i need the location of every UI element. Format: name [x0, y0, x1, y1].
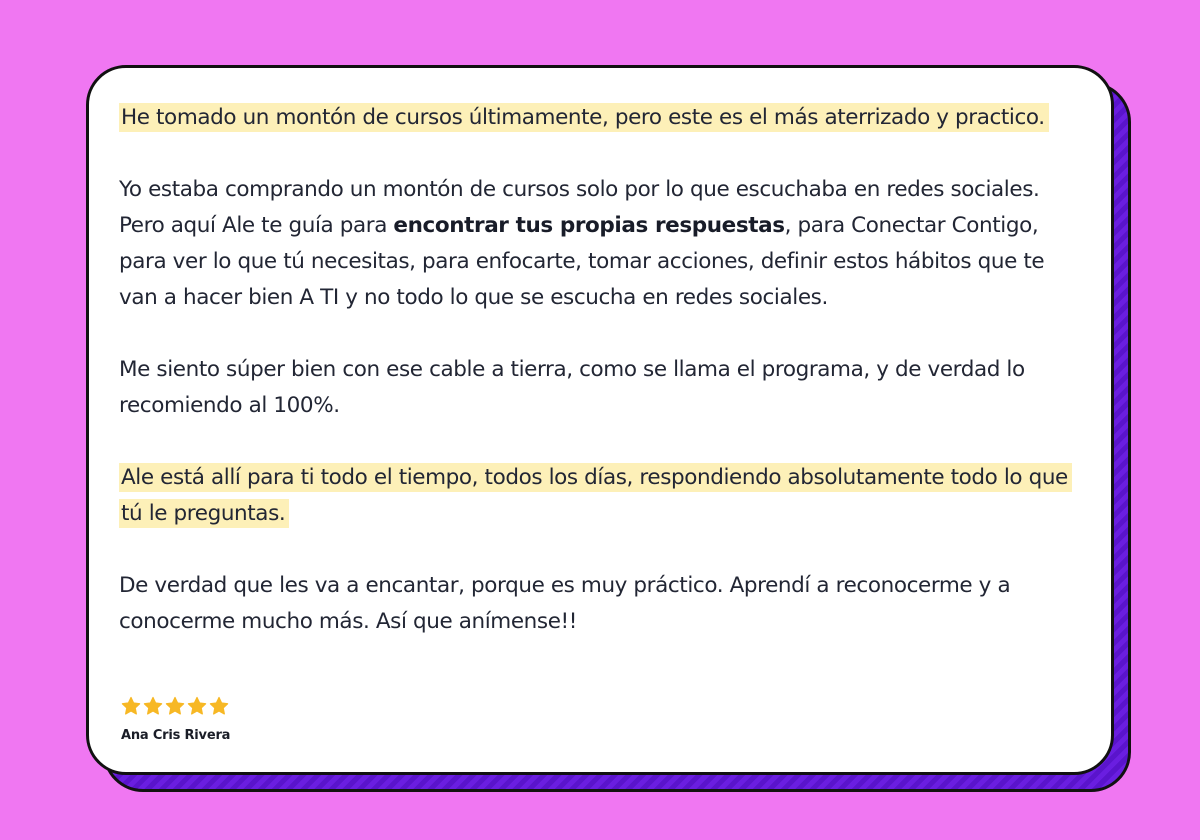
star-icon: [121, 696, 141, 716]
star-rating: [121, 696, 229, 716]
bold-text: encontrar tus propias respuestas: [393, 213, 785, 238]
star-icon: [187, 696, 207, 716]
testimonial-paragraph-3: Me siento súper bien con ese cable a tierra, como se llama el programa, y de verdad lo recomiendo al 100%.: [119, 357, 1025, 418]
highlighted-text: Ale está allí para ti todo el tiempo, todos los días, respondiendo absolutamente todo lo que tú le preguntas.: [119, 463, 1072, 528]
testimonial-paragraph-1: [119, 100, 1079, 136]
testimonial-card: [86, 65, 1114, 775]
author-name: Ana Cris Rivera: [121, 728, 231, 743]
testimonial-text: [119, 100, 1079, 676]
paragraph-text: , para Conectar Contigo, para ver lo que tú necesitas, para enfocarte, tomar acciones, definir estos hábitos que te van a hacer bien A TI y no todo lo que se escucha en redes sociales.: [119, 213, 1045, 310]
testimonial-paragraph-4: [119, 460, 1079, 532]
star-icon: [165, 696, 185, 716]
star-icon: [143, 696, 163, 716]
testimonial-paragraph-2: [119, 172, 1079, 316]
paragraph-text: Yo estaba comprando un montón de cursos solo por lo que escuchaba en redes sociales. Pero aquí Ale te guía para: [119, 177, 1040, 238]
testimonial-paragraph-5: De verdad que les va a encantar, porque es muy práctico. Aprendí a reconocerme y a conocerme mucho más. Así que anímense!!: [119, 573, 1011, 634]
star-icon: [209, 696, 229, 716]
highlighted-text: He tomado un montón de cursos últimamente, pero este es el más aterrizado y practico.: [119, 103, 1049, 132]
